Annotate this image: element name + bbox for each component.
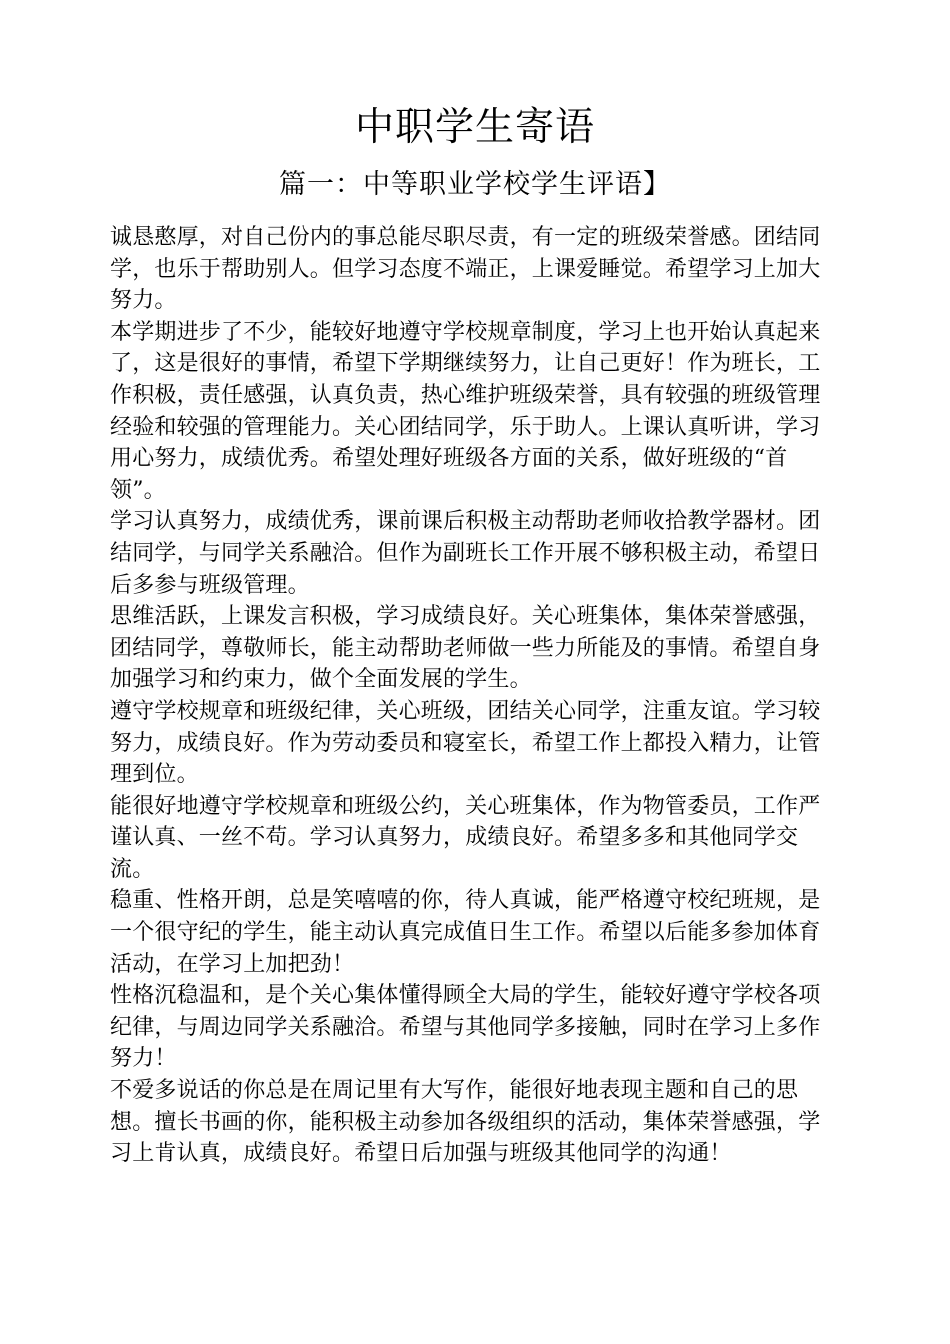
paragraph: 学习认真努力，成绩优秀，课前课后积极主动帮助老师收拾教学器材。团结同学，与同学关系融洽。但作为副班长工作开展不够积极主动，希望日后多参与班级管理。 bbox=[110, 509, 821, 598]
document-body bbox=[110, 222, 840, 1170]
page-title: 中职学生寄语 bbox=[354, 105, 595, 150]
paragraph: 能很好地遵守学校规章和班级公约，关心班集体，作为物管委员，工作严谨认真、一丝不苟。学习认真努力，成绩良好。希望多多和其他同学交流。 bbox=[110, 793, 821, 882]
paragraph: 诚恳憨厚，对自己份内的事总能尽职尽责，有一定的班级荣誉感。团结同学，也乐于帮助别人。但学习态度不端正，上课爱睡觉。希望学习上加大努力。 bbox=[110, 225, 821, 314]
paragraph: 稳重、性格开朗，总是笑嘻嘻的你，待人真诚，能严格遵守校纪班规，是一个很守纪的学生，能主动认真完成值日生工作。希望以后能多参加体育活动，在学习上加把劲！ bbox=[110, 888, 821, 977]
section-heading: 篇一：中等职业学校学生评语】 bbox=[279, 169, 671, 200]
paragraph: 性格沉稳温和，是个关心集体懂得顾全大局的学生，能较好遵守学校各项纪律，与周边同学关系融洽。希望与其他同学多接触，同时在学习上多作努力！ bbox=[110, 983, 821, 1072]
paragraph: 本学期进步了不少，能较好地遵守学校规章制度，学习上也开始认真起来了，这是很好的事情，希望下学期继续努力，让自己更好！作为班长，工作积极，责任感强，认真负责，热心维护班级荣誉，具有较强的班级管理经验和较强的管理能力。关心团结同学，乐于助人。上课认真听讲，学习用心努力，成绩优秀。希望处理好班级各方面的关系，做好班级的“首领”。 bbox=[110, 319, 821, 503]
paragraph: 遵守学校规章和班级纪律，关心班级，团结关心同学，注重友谊。学习较努力，成绩良好。作为劳动委员和寝室长，希望工作上都投入精力，让管理到位。 bbox=[110, 698, 821, 788]
paragraph: 不爱多说话的你总是在周记里有大写作，能很好地表现主题和自己的思想。擅长书画的你，能积极主动参加各级组织的活动，集体荣誉感强，学习上肯认真，成绩良好。希望日后加强与班级其他同学的沟通！ bbox=[110, 1078, 821, 1167]
paragraph: 思维活跃，上课发言积极，学习成绩良好。关心班集体，集体荣誉感强，团结同学，尊敬师长，能主动帮助老师做一些力所能及的事情。希望自身加强学习和约束力，做个全面发展的学生。 bbox=[110, 604, 821, 693]
